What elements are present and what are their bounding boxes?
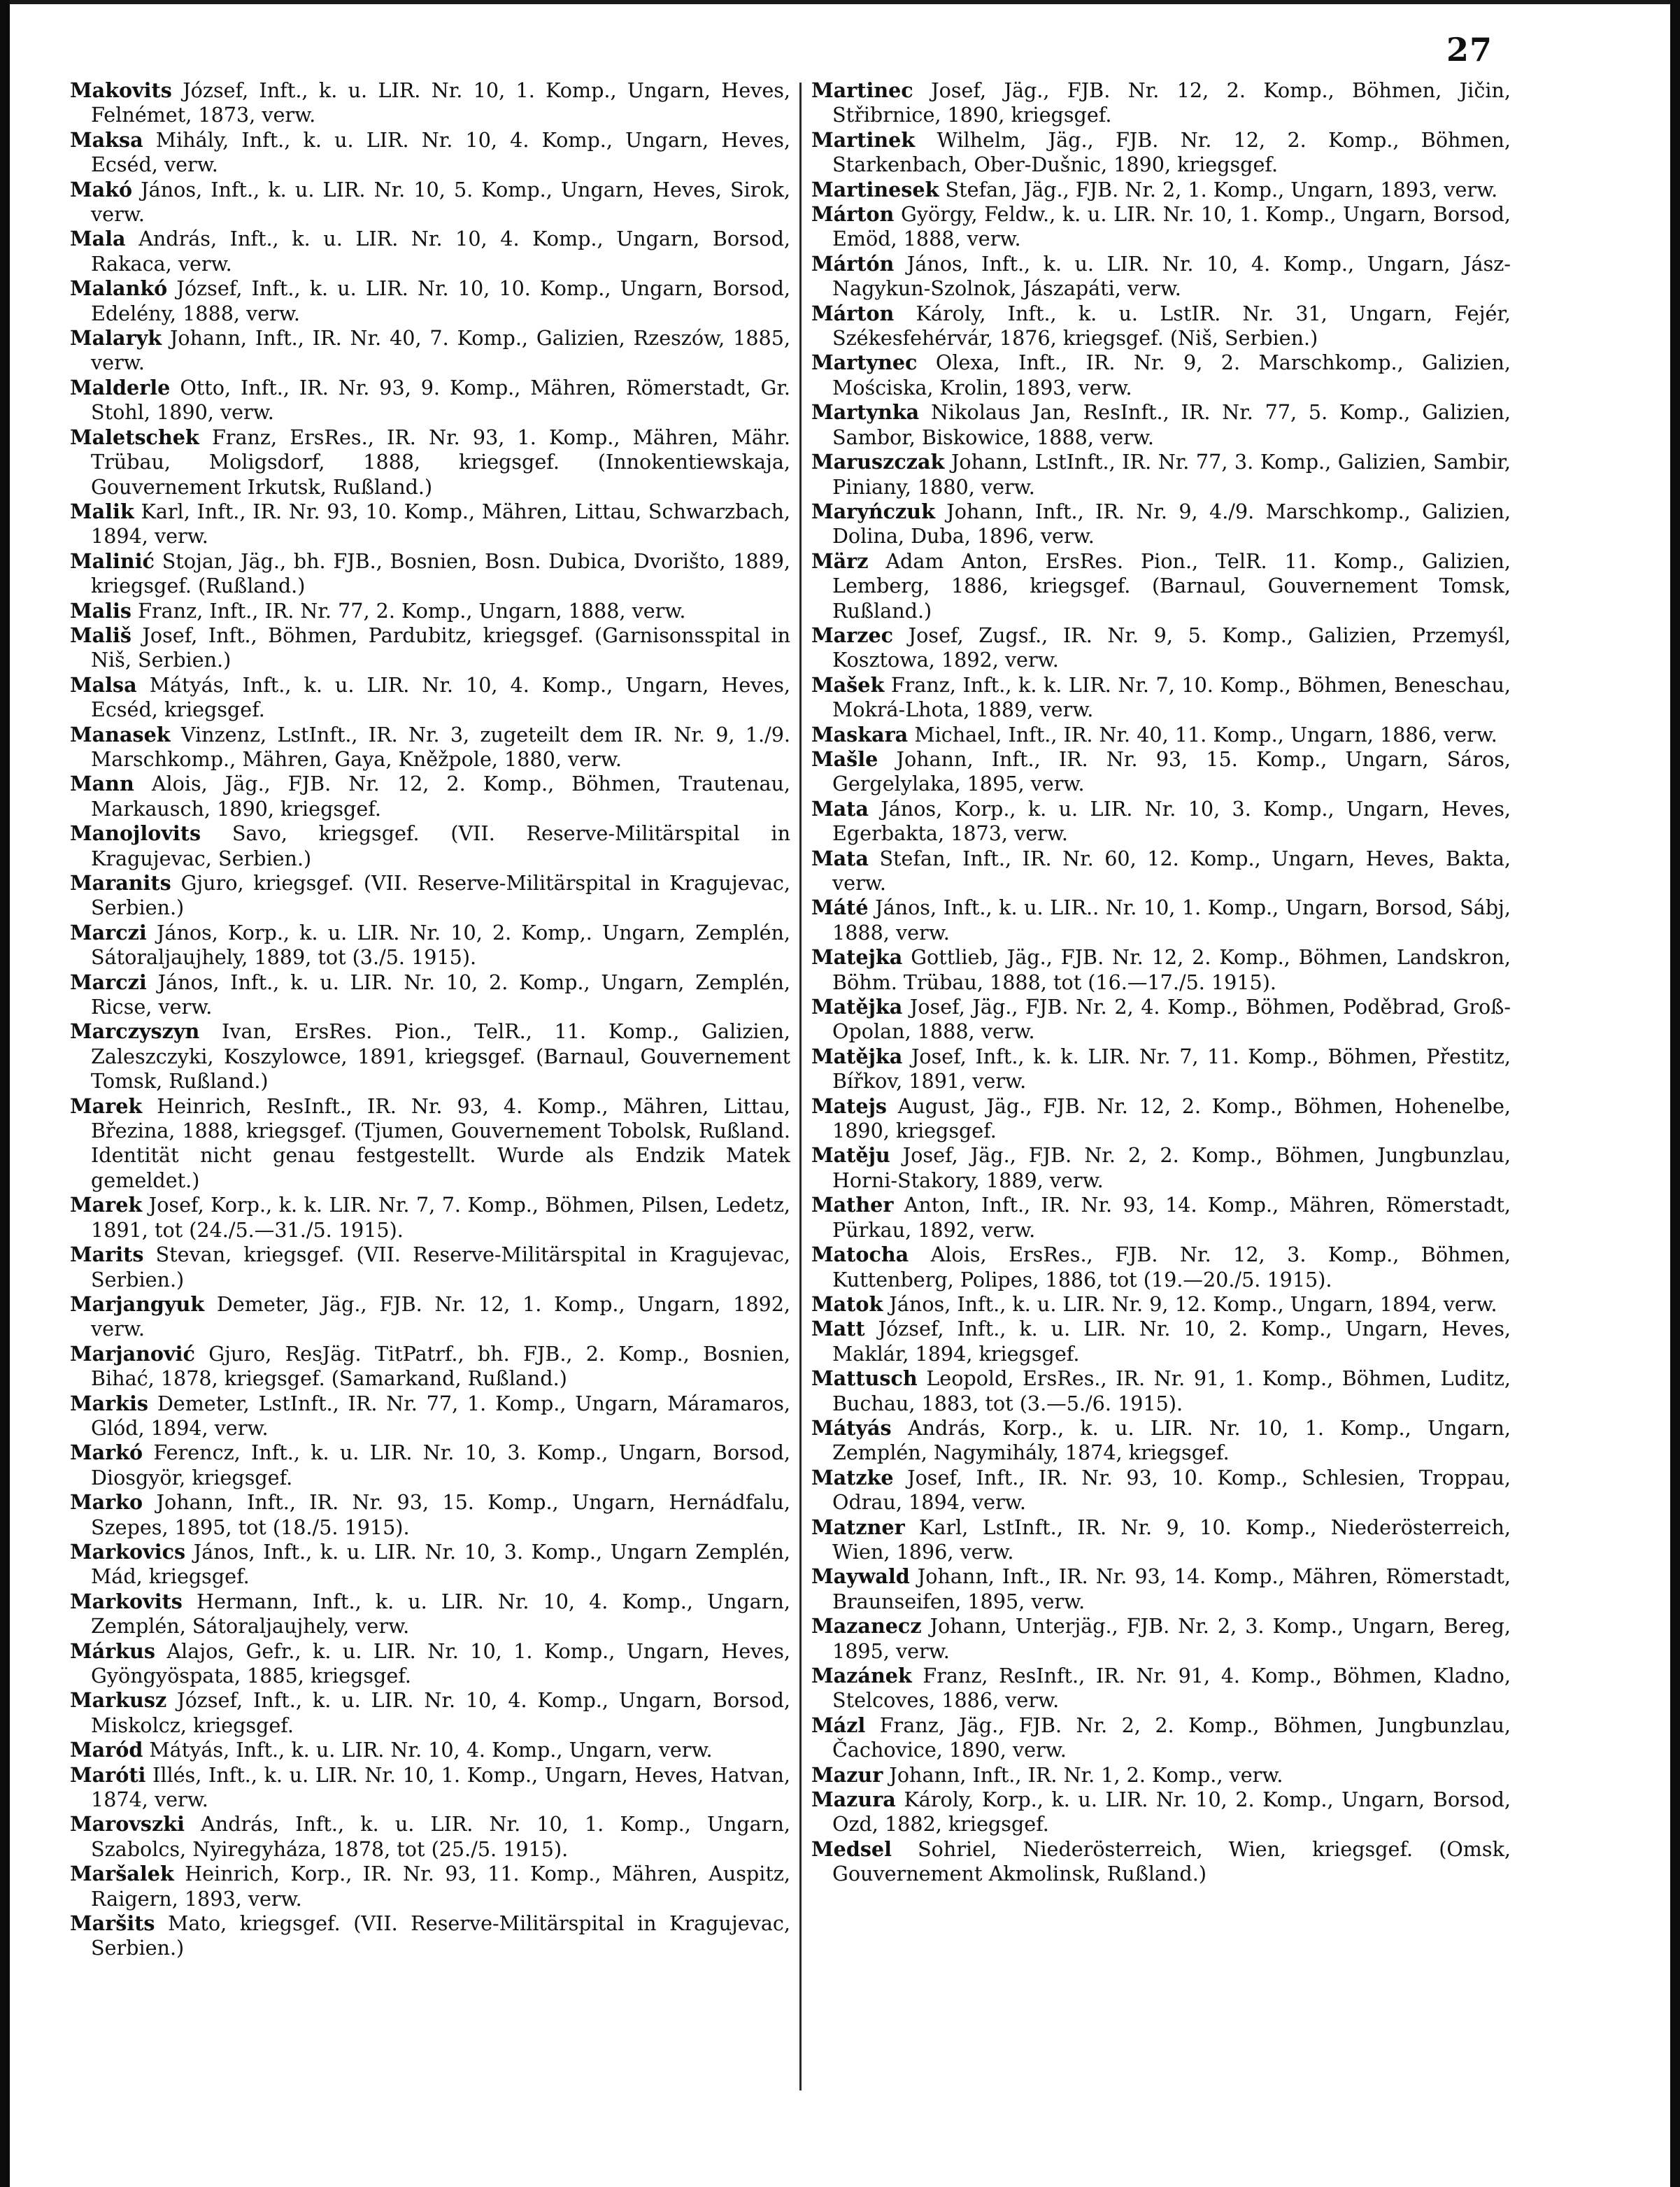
list-entry	[70, 227, 790, 276]
entry-details: Josef, Korp., k. k. LIR. Nr. 7, 7. Komp., Böhmen, Pilsen, Ledetz, 1891, tot (24./5.—31./5. 1915).	[91, 1193, 790, 1242]
list-entry	[70, 1540, 790, 1590]
entry-details: Adam Anton, ErsRes. Pion., TelR. 11. Komp., Galizien, Lemberg, 1886, kriegsgef. (Barnaul, Gouvernement Tomsk, Rußland.)	[832, 548, 1511, 623]
entry-details: Alois, Jäg., FJB. Nr. 12, 2. Komp., Böhmen, Trautenau, Markausch, 1890, kriegsgef.	[91, 772, 790, 821]
list-entry	[811, 1837, 1511, 1887]
entry-details: Johann, Inft., IR. Nr. 9, 4./9. Marschkomp., Galizien, Dolina, Duba, 1896, verw.	[832, 499, 1511, 548]
list-entry	[811, 252, 1511, 302]
entry-details: Johann, Inft., IR. Nr. 93, 15. Komp., Ungarn, Sáros, Gergelylaka, 1895, verw.	[832, 746, 1511, 796]
entry-surname: Maywald	[811, 1564, 910, 1589]
entry-details: Vinzenz, LstInft., IR. Nr. 3, zugeteilt dem IR. Nr. 9, 1./9. Marschkomp., Mähren, Gaya, Kněžpole, 1880, verw.	[91, 722, 790, 771]
entry-surname: Máté	[811, 896, 869, 920]
entry-surname: Mata	[811, 796, 869, 821]
list-entry	[70, 425, 790, 500]
list-entry	[70, 623, 790, 673]
page-number: 27	[1446, 31, 1493, 69]
entry-surname: Mašek	[811, 672, 885, 697]
list-entry	[70, 673, 790, 723]
entry-details: Josef, Inft., k. k. LIR. Nr. 7, 11. Komp., Böhmen, Přestitz, Bířkov, 1891, verw.	[832, 1044, 1511, 1094]
list-entry	[811, 78, 1511, 128]
entry-details: András, Inft., k. u. LIR. Nr. 10, 4. Komp., Ungarn, Borsod, Rakaca, verw.	[91, 227, 790, 276]
list-entry	[811, 1466, 1511, 1515]
entry-details: Mátyás, Inft., k. u. LIR. Nr. 10, 4. Komp., Ungarn, verw.	[149, 1738, 713, 1762]
entry-details: Mátyás, Inft., k. u. LIR. Nr. 10, 4. Komp., Ungarn, Heves, Ecséd, kriegsgef.	[91, 672, 790, 722]
list-entry	[70, 921, 790, 970]
entry-surname: Mather	[811, 1193, 894, 1217]
entry-surname: Malankó	[70, 276, 168, 301]
column-divider	[799, 83, 802, 2090]
list-entry	[811, 549, 1511, 623]
entry-details: Franz, ResInft., IR. Nr. 91, 4. Komp., Böhmen, Kladno, Stelcoves, 1886, verw.	[832, 1664, 1511, 1713]
list-entry	[70, 78, 790, 128]
entry-details: Franz, Jäg., FJB. Nr. 2, 2. Komp., Böhmen, Jungbunzlau, Čachovice, 1890, verw.	[832, 1713, 1511, 1762]
entry-surname: Maletschek	[70, 425, 199, 449]
entry-details: August, Jäg., FJB. Nr. 12, 2. Komp., Böhmen, Hohenelbe, 1890, kriegsgef.	[832, 1094, 1511, 1143]
entry-details: András, Inft., k. u. LIR. Nr. 10, 1. Komp., Ungarn, Szabolcs, Nyiregyháza, 1878, tot (25./5. 1915).	[91, 1812, 790, 1861]
entry-details: Alois, ErsRes., FJB. Nr. 12, 3. Komp., Böhmen, Kuttenberg, Polipes, 1886, tot (19.—20./5. 1915).	[832, 1243, 1511, 1291]
entry-surname: Malik	[70, 499, 134, 523]
entry-surname: Mala	[70, 227, 126, 251]
entry-surname: Mazura	[811, 1788, 896, 1812]
list-entry	[811, 723, 1511, 747]
list-entry	[811, 1366, 1511, 1416]
list-entry	[70, 1590, 790, 1639]
entry-details: József, Inft., k. u. LIR. Nr. 10, 2. Komp., Ungarn, Heves, Maklár, 1894, kriegsgef.	[832, 1317, 1511, 1366]
entry-surname: Marjanović	[70, 1341, 195, 1366]
entry-details: Stojan, Jäg., bh. FJB., Bosnien, Bosn. Dubica, Dvorišto, 1889, kriegsgef. (Rußland.)	[91, 548, 790, 598]
entry-surname: Martynka	[811, 400, 920, 425]
entry-surname: Marczi	[70, 920, 147, 944]
list-entry	[811, 1193, 1511, 1243]
entry-surname: Malaryk	[70, 326, 162, 351]
list-entry	[811, 128, 1511, 178]
entry-surname: Mazanecz	[811, 1614, 922, 1639]
list-entry	[811, 500, 1511, 549]
entry-details: Illés, Inft., k. u. LIR. Nr. 10, 1. Komp., Ungarn, Heves, Hatvan, 1874, verw.	[91, 1762, 790, 1812]
entry-details: Sohriel, Niederösterreich, Wien, kriegsgef. (Omsk, Gouvernement Akmolinsk, Rußland.)	[832, 1836, 1511, 1886]
list-entry	[70, 1490, 790, 1540]
entry-surname: Márkus	[70, 1639, 155, 1663]
list-entry	[811, 1045, 1511, 1094]
list-entry	[811, 1713, 1511, 1763]
entry-surname: Matocha	[811, 1243, 909, 1267]
entry-surname: Mártón	[811, 251, 895, 276]
entry-surname: Maršalek	[70, 1862, 174, 1886]
list-entry	[70, 1812, 790, 1862]
list-entry	[70, 1738, 790, 1762]
list-entry	[811, 1292, 1511, 1317]
entry-details: Johann, Unterjäg., FJB. Nr. 2, 3. Komp., Ungarn, Bereg, 1895, verw.	[832, 1614, 1511, 1663]
entry-details: Károly, Korp., k. u. LIR. Nr. 10, 2. Komp., Ungarn, Borsod, Ozd, 1882, kriegsgef.	[832, 1788, 1511, 1836]
list-entry	[811, 896, 1511, 945]
entry-surname: Matok	[811, 1291, 883, 1316]
entry-details: Michael, Inft., IR. Nr. 40, 11. Komp., Ungarn, 1886, verw.	[914, 722, 1497, 746]
entry-details: Franz, Inft., IR. Nr. 77, 2. Komp., Ungarn, 1888, verw.	[138, 598, 686, 623]
list-entry	[811, 1664, 1511, 1713]
list-entry	[811, 1094, 1511, 1144]
entry-surname: Marjangyuk	[70, 1291, 205, 1316]
entry-surname: Mázl	[811, 1713, 866, 1737]
entry-details: Josef, Jäg., FJB. Nr. 2, 4. Komp., Böhmen, Poděbrad, Groß-Opolan, 1888, verw.	[832, 995, 1511, 1044]
entry-surname: Maróti	[70, 1762, 146, 1787]
entry-details: Karl, Inft., IR. Nr. 93, 10. Komp., Mähren, Littau, Schwarzbach, 1894, verw.	[91, 499, 790, 548]
entry-surname: Markovics	[70, 1539, 186, 1564]
list-entry	[811, 995, 1511, 1045]
entry-details: Stefan, Jäg., FJB. Nr. 2, 1. Komp., Ungarn, 1893, verw.	[945, 177, 1498, 201]
list-entry	[70, 1292, 790, 1342]
entry-details: Johann, Inft., IR. Nr. 40, 7. Komp., Galizien, Rzeszów, 1885, verw.	[91, 326, 790, 375]
entry-details: Hermann, Inft., k. u. LIR. Nr. 10, 4. Komp., Ungarn, Zemplén, Sátoraljaujhely, verw.	[91, 1589, 790, 1639]
entry-surname: Matejka	[811, 945, 903, 970]
entry-details: Demeter, Jäg., FJB. Nr. 12, 1. Komp., Ungarn, 1892, verw.	[91, 1291, 790, 1341]
list-entry	[70, 970, 790, 1020]
entry-surname: Martynec	[811, 351, 918, 375]
entry-surname: Maksa	[70, 127, 143, 152]
left-column	[70, 78, 790, 2107]
entry-surname: Matzke	[811, 1465, 894, 1489]
entry-surname: Matejs	[811, 1094, 888, 1118]
entry-details: József, Inft., k. u. LIR. Nr. 10, 4. Komp., Ungarn, Borsod, Miskolcz, kriegsgef.	[91, 1688, 790, 1737]
list-entry	[811, 1515, 1511, 1565]
entry-surname: Matěju	[811, 1143, 890, 1168]
entry-details: János, Inft., k. u. LIR. Nr. 9, 12. Komp., Ungarn, 1894, verw.	[889, 1291, 1497, 1316]
entry-details: Josef, Jäg., FJB. Nr. 12, 2. Komp., Böhmen, Jičin, Střibrnice, 1890, kriegsgef.	[832, 78, 1511, 127]
entry-surname: Medsel	[811, 1836, 892, 1861]
entry-surname: Mališ	[70, 623, 132, 647]
scan-border-left	[0, 0, 10, 2187]
entry-details: Josef, Inft., IR. Nr. 93, 10. Komp., Schlesien, Troppau, Odrau, 1894, verw.	[832, 1465, 1511, 1515]
entry-details: Károly, Inft., k. u. LstIR. Nr. 31, Ungarn, Fejér, Székesfehérvár, 1876, kriegsgef. (Niš, Serbien.)	[832, 301, 1511, 351]
entry-surname: Malderle	[70, 375, 171, 399]
entry-surname: Manojlovits	[70, 821, 201, 846]
entry-surname: Marczyszyn	[70, 1019, 200, 1044]
entry-surname: Matzner	[811, 1515, 905, 1539]
entry-surname: Mazur	[811, 1762, 883, 1787]
entry-details: Stefan, Inft., IR. Nr. 60, 12. Komp., Ungarn, Heves, Bakta, verw.	[832, 846, 1511, 895]
list-entry	[811, 202, 1511, 252]
scan-border-right	[1670, 0, 1680, 2187]
list-entry	[70, 1392, 790, 1441]
entry-surname: Markó	[70, 1441, 143, 1465]
entry-details: György, Feldw., k. u. LIR. Nr. 10, 1. Komp., Ungarn, Borsod, Emöd, 1888, verw.	[832, 202, 1511, 251]
entry-surname: Marko	[70, 1490, 143, 1515]
list-entry	[70, 1441, 790, 1490]
entry-details: János, Inft., k. u. LIR. Nr. 10, 4. Komp., Ungarn, Jász-Nagykun-Szolnok, Jászapáti, verw.	[832, 251, 1511, 301]
list-entry	[811, 847, 1511, 896]
entry-details: Johann, Inft., IR. Nr. 93, 14. Komp., Mähren, Römerstadt, Braunseifen, 1895, verw.	[832, 1564, 1511, 1613]
list-entry	[811, 1317, 1511, 1366]
list-entry	[70, 500, 790, 549]
entry-surname: Maród	[70, 1738, 143, 1762]
list-entry	[811, 450, 1511, 500]
list-entry	[70, 871, 790, 921]
entry-surname: Markis	[70, 1391, 149, 1415]
entry-surname: Matějka	[811, 1044, 903, 1068]
entry-surname: Mata	[811, 846, 869, 870]
entry-surname: Makovits	[70, 78, 172, 102]
entry-details: József, Inft., k. u. LIR. Nr. 10, 10. Komp., Ungarn, Borsod, Edelény, 1888, verw.	[91, 276, 790, 325]
scan-border-top	[0, 0, 1680, 4]
entry-surname: Mátyás	[811, 1415, 892, 1440]
entry-surname: Marovszki	[70, 1812, 185, 1836]
entry-surname: März	[811, 548, 869, 573]
entry-details: Gjuro, ResJäg. TitPatrf., bh. FJB., 2. Komp., Bosnien, Bihać, 1878, kriegsgef. (Samarkand, Rußland.)	[91, 1341, 790, 1391]
list-entry	[811, 1788, 1511, 1837]
list-entry	[811, 797, 1511, 847]
entry-details: Alajos, Gefr., k. u. LIR. Nr. 10, 1. Komp., Ungarn, Heves, Gyöngyöspata, 1885, kriegsgef.	[91, 1639, 790, 1687]
entry-surname: Marzec	[811, 623, 894, 647]
entry-details: Olexa, Inft., IR. Nr. 9, 2. Marschkomp., Galizien, Mościska, Krolin, 1893, verw.	[832, 351, 1511, 399]
list-entry	[811, 1243, 1511, 1292]
list-entry	[70, 599, 790, 623]
list-entry	[811, 673, 1511, 723]
entry-surname: Marits	[70, 1243, 144, 1267]
list-entry	[70, 1019, 790, 1094]
entry-surname: Malsa	[70, 672, 137, 697]
entry-surname: Markusz	[70, 1688, 167, 1713]
list-entry	[70, 326, 790, 376]
entry-surname: Matt	[811, 1317, 865, 1341]
entry-surname: Maranits	[70, 871, 171, 895]
list-entry	[811, 1763, 1511, 1788]
entry-surname: Márton	[811, 202, 895, 227]
entry-surname: Mazánek	[811, 1664, 912, 1687]
list-entry	[70, 821, 790, 871]
entry-surname: Matějka	[811, 995, 903, 1019]
entry-details: Ivan, ErsRes. Pion., TelR., 11. Komp., Galizien, Zaleszczyki, Koszylowce, 1891, kriegsgef. (Barnaul, Gouvernement Tomsk, Rußland.)	[91, 1019, 790, 1094]
entry-details: Johann, Inft., IR. Nr. 93, 15. Komp., Ungarn, Hernádfalu, Szepes, 1895, tot (18./5. 1915).	[91, 1490, 790, 1539]
entry-surname: Maryńczuk	[811, 499, 935, 523]
entry-details: Josef, Zugsf., IR. Nr. 9, 5. Komp., Galizien, Przemyśl, Kosztowa, 1892, verw.	[832, 623, 1511, 672]
entry-surname: Martinec	[811, 78, 913, 102]
list-entry	[70, 1688, 790, 1738]
entry-details: János, Inft., k. u. LIR. Nr. 10, 3. Komp., Ungarn Zemplén, Mád, kriegsgef.	[91, 1539, 790, 1589]
entry-details: Leopold, ErsRes., IR. Nr. 91, 1. Komp., Böhmen, Luditz, Buchau, 1883, tot (3.—5./6. 1915).	[832, 1366, 1511, 1415]
entry-surname: Marek	[70, 1094, 143, 1118]
right-column	[811, 78, 1511, 2107]
entry-surname: Manasek	[70, 722, 171, 746]
list-entry	[811, 1614, 1511, 1664]
entry-surname: Maskara	[811, 722, 909, 746]
entry-details: János, Korp., k. u. LIR. Nr. 10, 2. Komp,. Ungarn, Zemplén, Sátoraljaujhely, 1889, tot (3./5. 1915).	[91, 920, 790, 970]
entry-details: János, Inft., k. u. LIR. Nr. 10, 2. Komp., Ungarn, Zemplén, Ricse, verw.	[91, 970, 790, 1019]
entry-details: Stevan, kriegsgef. (VII. Reserve-Militärspital in Kragujevac, Serbien.)	[91, 1243, 790, 1291]
list-entry	[70, 1193, 790, 1243]
entry-details: János, Inft., k. u. LIR. Nr. 10, 5. Komp., Ungarn, Heves, Sirok, verw.	[91, 177, 790, 227]
entry-details: Nikolaus Jan, ResInft., IR. Nr. 77, 5. Komp., Galizien, Sambor, Biskowice, 1888, verw.	[832, 400, 1511, 449]
list-entry	[811, 178, 1511, 202]
list-entry	[70, 723, 790, 772]
entry-surname: Marek	[70, 1193, 143, 1217]
entry-surname: Maruszczak	[811, 450, 945, 474]
list-entry	[70, 1639, 790, 1689]
entry-details: Gottlieb, Jäg., FJB. Nr. 12, 2. Komp., Böhmen, Landskron, Böhm. Trübau, 1888, tot (16.—17./5. 1915).	[832, 945, 1511, 994]
entry-details: Heinrich, Korp., IR. Nr. 93, 11. Komp., Mähren, Auspitz, Raigern, 1893, verw.	[91, 1862, 790, 1911]
entry-details: Mato, kriegsgef. (VII. Reserve-Militärspital in Kragujevac, Serbien.)	[91, 1911, 790, 1960]
entry-details: Ferencz, Inft., k. u. LIR. Nr. 10, 3. Komp., Ungarn, Borsod, Diosgyör, kriegsgef.	[91, 1441, 790, 1489]
entry-details: András, Korp., k. u. LIR. Nr. 10, 1. Komp., Ungarn, Zemplén, Nagymihály, 1874, kriegsgef.	[832, 1415, 1511, 1465]
entry-surname: Maršits	[70, 1911, 155, 1936]
list-entry	[70, 376, 790, 425]
entry-details: Franz, Inft., k. k. LIR. Nr. 7, 10. Komp., Böhmen, Beneschau, Mokrá-Lhota, 1889, verw.	[832, 672, 1511, 722]
list-entry	[811, 623, 1511, 673]
entry-details: Karl, LstInft., IR. Nr. 9, 10. Komp., Niederösterreich, Wien, 1896, verw.	[832, 1515, 1511, 1564]
entry-surname: Marczi	[70, 970, 147, 994]
entry-surname: Mann	[70, 772, 134, 796]
entry-details: Josef, Inft., Böhmen, Pardubitz, kriegsgef. (Garnisonsspital in Niš, Serbien.)	[91, 623, 790, 672]
entry-details: Otto, Inft., IR. Nr. 93, 9. Komp., Mähren, Römerstadt, Gr. Stohl, 1890, verw.	[91, 375, 790, 425]
entry-details: Johann, LstInft., IR. Nr. 77, 3. Komp., Galizien, Sambir, Piniany, 1880, verw.	[832, 450, 1511, 499]
list-entry	[811, 1143, 1511, 1193]
list-entry	[811, 945, 1511, 995]
entry-surname: Malis	[70, 598, 132, 623]
list-entry	[70, 1911, 790, 1961]
list-entry	[70, 1342, 790, 1392]
entry-surname: Mašle	[811, 746, 878, 771]
entry-details: Savo, kriegsgef. (VII. Reserve-Militärspital in Kragujevac, Serbien.)	[91, 821, 790, 870]
entry-details: Anton, Inft., IR. Nr. 93, 14. Komp., Mähren, Römerstadt, Pürkau, 1892, verw.	[832, 1193, 1511, 1242]
list-entry	[811, 747, 1511, 797]
entry-details: Mihály, Inft., k. u. LIR. Nr. 10, 4. Komp., Ungarn, Heves, Ecséd, verw.	[91, 127, 790, 177]
entry-details: József, Inft., k. u. LIR. Nr. 10, 1. Komp., Ungarn, Heves, Felnémet, 1873, verw.	[91, 78, 790, 127]
entry-surname: Malinić	[70, 548, 155, 573]
list-entry	[70, 1243, 790, 1292]
list-entry	[70, 128, 790, 178]
list-entry	[811, 1564, 1511, 1614]
entry-details: Gjuro, kriegsgef. (VII. Reserve-Militärspital in Kragujevac, Serbien.)	[91, 871, 790, 920]
entry-surname: Markovits	[70, 1589, 183, 1613]
entry-details: Johann, Inft., IR. Nr. 1, 2. Komp., verw.	[889, 1762, 1283, 1787]
entry-details: János, Korp., k. u. LIR. Nr. 10, 3. Komp., Ungarn, Heves, Egerbakta, 1873, verw.	[832, 796, 1511, 846]
list-entry	[70, 178, 790, 227]
list-entry	[70, 1763, 790, 1813]
list-entry	[70, 1094, 790, 1194]
entry-details: Demeter, LstInft., IR. Nr. 77, 1. Komp., Ungarn, Máramaros, Glód, 1894, verw.	[91, 1391, 790, 1440]
list-entry	[811, 302, 1511, 351]
list-entry	[70, 1862, 790, 1911]
entry-details: Josef, Jäg., FJB. Nr. 2, 2. Komp., Böhmen, Jungbunzlau, Horni-Stakory, 1889, verw.	[832, 1143, 1511, 1192]
entry-surname: Mattusch	[811, 1366, 918, 1391]
entry-surname: Makó	[70, 177, 133, 201]
list-entry	[811, 351, 1511, 400]
entry-details: Franz, ErsRes., IR. Nr. 93, 1. Komp., Mähren, Mähr. Trübau, Moligsdorf, 1888, kriegsgef. (Innokentiewskaja, Gouvernement Irkutsk, Rußland.)	[91, 425, 790, 499]
entry-details: János, Inft., k. u. LIR.. Nr. 10, 1. Komp., Ungarn, Borsod, Sábj, 1888, verw.	[832, 896, 1511, 944]
entry-surname: Martinek	[811, 127, 916, 152]
list-entry	[70, 276, 790, 326]
list-entry	[811, 400, 1511, 450]
entry-surname: Márton	[811, 301, 895, 325]
list-entry	[70, 549, 790, 599]
list-entry	[70, 772, 790, 821]
entry-details: Wilhelm, Jäg., FJB. Nr. 12, 2. Komp., Böhmen, Starkenbach, Ober-Dušnic, 1890, kriegsgef.	[832, 127, 1511, 177]
entry-surname: Martinesek	[811, 177, 939, 201]
entry-details: Heinrich, ResInft., IR. Nr. 93, 4. Komp., Mähren, Littau, Březina, 1888, kriegsgef. (Tjumen, Gouvernement Tobolsk, Rußland. Identität nicht genau festgestellt. Wurde als Endzik Matek gemeldet.)	[91, 1094, 790, 1192]
list-entry	[811, 1416, 1511, 1466]
